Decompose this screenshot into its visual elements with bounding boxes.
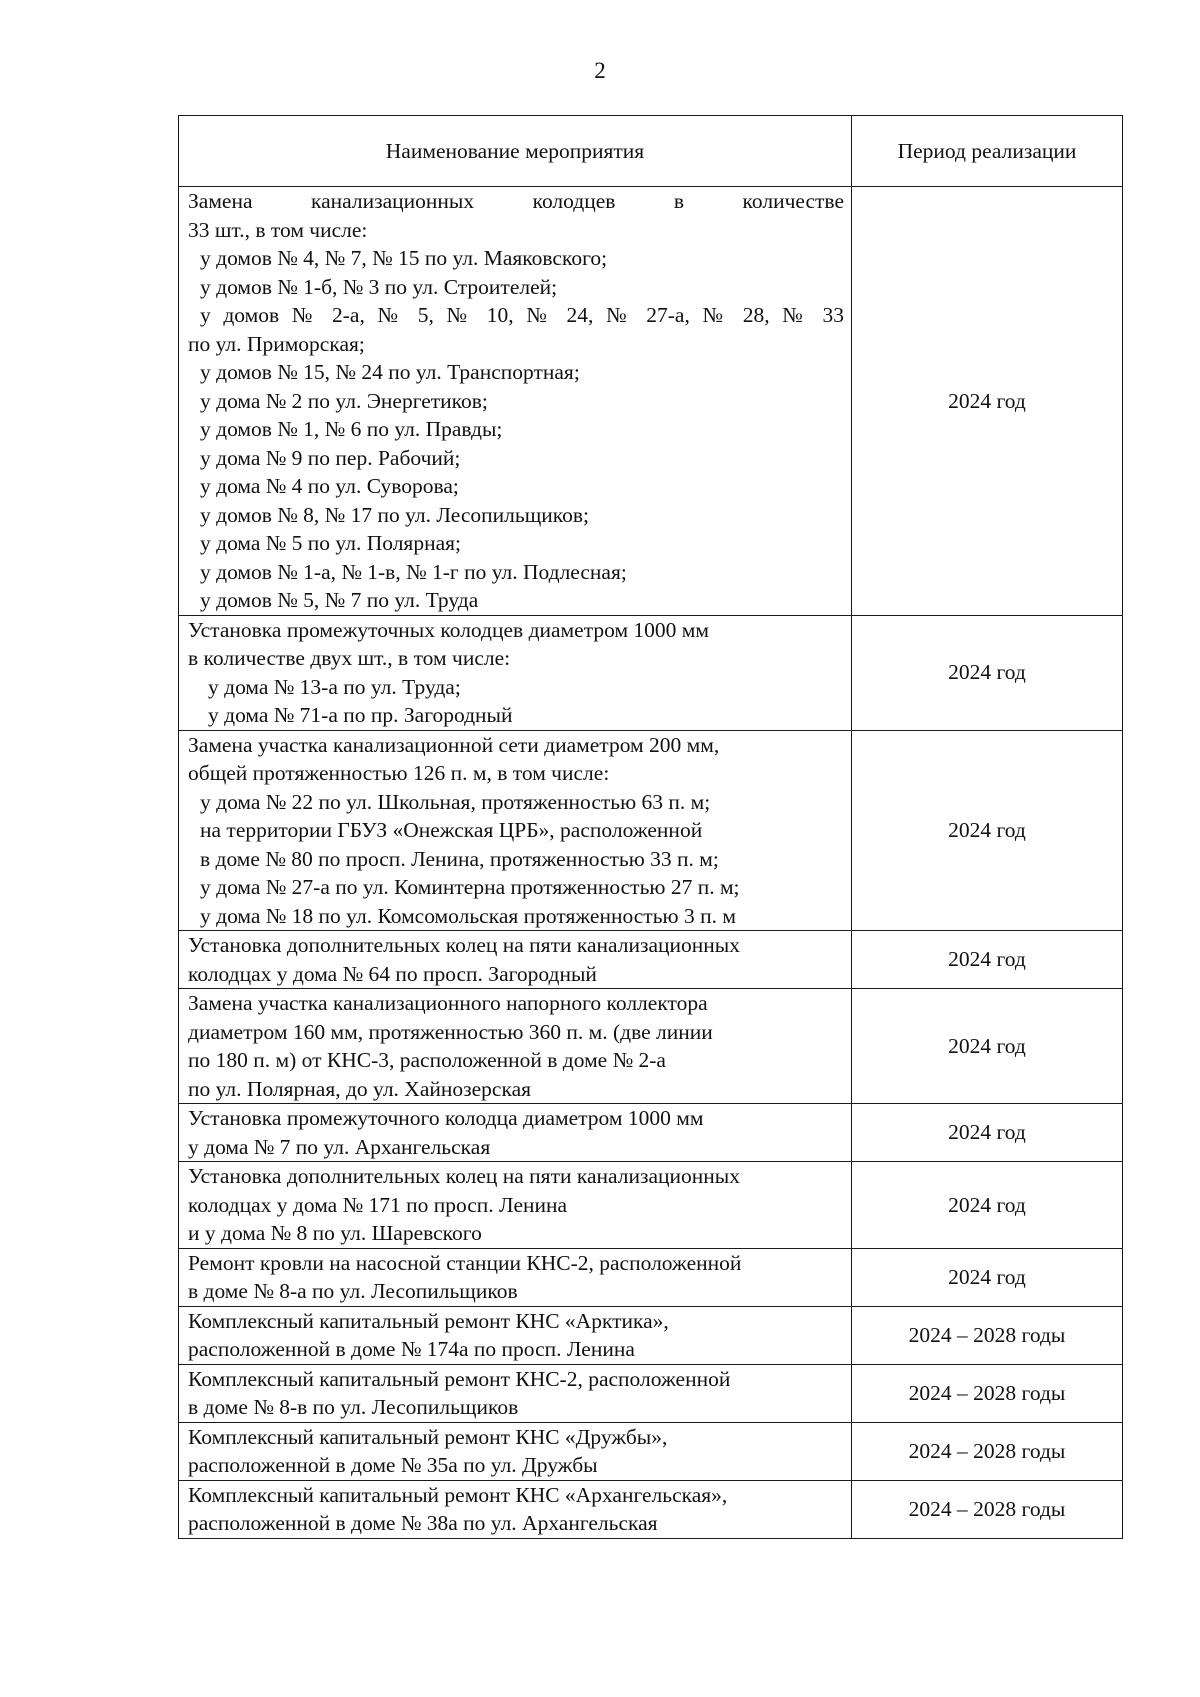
text-line: расположенной в доме № 174а по просп. Ленина [188,1337,635,1361]
table-row [179,1480,1123,1538]
text-line: у домов № 1-а, № 1-в, № 1-г по ул. Подлесная; [200,559,627,584]
table-row [179,989,1123,1104]
period-cell: 2024 год [852,1162,1123,1249]
table-row [179,1422,1123,1480]
text-line: у дома № 27-а по ул. Коминтерна протяженностью 27 п. м; [200,875,740,899]
text-line: Комплексный капитальный ремонт КНС «Архангельская», [188,1482,728,1507]
measure-name-cell [179,1306,852,1364]
text-line: в доме № 80 по просп. Ленина, протяженностью 33 п. м; [200,846,719,871]
text-line: в доме № 8-в по ул. Лесопильщиков [188,1395,519,1419]
period-cell: 2024 год [852,1104,1123,1162]
period-cell: 2024 – 2028 годы [852,1364,1123,1422]
text-line: колодцах у дома № 64 по просп. Загородный [188,961,597,986]
text-line: у дома № 18 по ул. Комсомольская протяженностью 3 п. м [200,903,736,928]
text-line: у дома № 71-а по пр. Загородный [208,703,513,727]
measure-name-cell [179,1480,852,1538]
measure-name-cell [179,989,852,1104]
period-cell: 2024 – 2028 годы [852,1306,1123,1364]
table-row [179,1104,1123,1162]
text-line: у домов № 2-а, № 5, № 10, № 24, № 27-а, № 28, № 33 [200,303,844,327]
measure-name-cell [179,1364,852,1422]
text-line: на территории ГБУЗ «Онежская ЦРБ», расположенной [200,818,703,842]
text-line: и у дома № 8 по ул. Шаревского [188,1221,482,1245]
text-line: колодцах у дома № 171 по просп. Ленина [188,1192,568,1217]
text-line: расположенной в доме № 38а по ул. Архангельская [188,1511,658,1535]
measure-name-cell [179,1162,852,1249]
text-line: у дома № 7 по ул. Архангельская [188,1134,491,1159]
text-line: у дома № 2 по ул. Энергетиков; [200,388,488,413]
period-cell: 2024 год [852,730,1123,931]
text-line: у домов № 1, № 6 по ул. Правды; [200,417,503,441]
text-line: 33 шт., в том числе: [188,217,368,242]
period-cell: 2024 год [852,1248,1123,1306]
period-cell: 2024 год [852,989,1123,1104]
text-line: диаметром 160 мм, протяженностью 360 п. м. (две линии [188,1019,713,1044]
measures-table [178,115,1123,1539]
text-line: в доме № 8-а по ул. Лесопильщиков [188,1279,518,1303]
measure-name-cell [179,1422,852,1480]
period-cell: 2024 год [852,931,1123,989]
text-line: Комплексный капитальный ремонт КНС «Арктика», [188,1308,669,1333]
text-line: расположенной в доме № 35а по ул. Дружбы [188,1453,598,1477]
measure-name-cell [179,187,852,616]
table-row [179,187,1123,616]
table-row [179,1248,1123,1306]
text-line: по ул. Приморская; [188,331,365,356]
period-cell: 2024 год [852,615,1123,730]
text-line: у домов № 1-б, № 3 по ул. Строителей; [200,274,558,299]
text-line: у домов № 8, № 17 по ул. Лесопильщиков; [200,502,589,527]
table-row [179,931,1123,989]
text-line: Установка дополнительных колец на пяти канализационных [188,1164,740,1188]
text-line: Замена участка канализационной сети диаметром 200 мм, [188,732,720,757]
table-header-row [179,116,1123,187]
text-line: у дома № 4 по ул. Суворова; [200,474,459,498]
table-row [179,615,1123,730]
text-line: у домов № 4, № 7, № 15 по ул. Маяковского; [200,246,608,270]
text-line: у дома № 5 по ул. Полярная; [200,531,461,555]
header-period: Период реализации [852,116,1123,187]
period-cell: 2024 год [852,187,1123,616]
table-row [179,1306,1123,1364]
table-row [179,1364,1123,1422]
text-line: Установка промежуточных колодцев диаметром 1000 мм [188,617,710,642]
text-line: по 180 п. м) от КНС-3, расположенной в доме № 2-а [188,1048,666,1072]
period-cell: 2024 – 2028 годы [852,1422,1123,1480]
text-line: Установка промежуточного колодца диаметром 1000 мм [188,1106,704,1130]
text-line: Комплексный капитальный ремонт КНС «Дружбы», [188,1424,668,1449]
measure-name-cell [179,730,852,931]
measure-name-cell [179,931,852,989]
text-line: у домов № 15, № 24 по ул. Транспортная; [200,360,580,384]
text-line: у дома № 22 по ул. Школьная, протяженностью 63 п. м; [200,789,711,814]
period-cell: 2024 – 2028 годы [852,1480,1123,1538]
measure-name-cell [179,615,852,730]
text-line: Установка дополнительных колец на пяти канализационных [188,933,740,957]
text-line: Замена участка канализационного напорного коллектора [188,991,708,1015]
measure-name-cell [179,1248,852,1306]
table-row [179,1162,1123,1249]
text-line: у домов № 5, № 7 по ул. Труда [200,588,479,612]
text-line: Ремонт кровли на насосной станции КНС-2, расположенной [188,1250,742,1275]
measure-name-cell [179,1104,852,1162]
text-line: у дома № 9 по пер. Рабочий; [200,445,461,470]
text-line: Комплексный капитальный ремонт КНС-2, расположенной [188,1366,731,1391]
text-line: Замена канализационных колодцев в количестве [188,189,844,213]
text-line: общей протяженностью 126 п. м, в том числе: [188,761,610,785]
page-number: 2 [594,58,606,83]
table-row [179,730,1123,931]
text-line: по ул. Полярная, до ул. Хайнозерская [188,1076,532,1101]
text-line: у дома № 13-а по ул. Труда; [208,674,461,699]
text-line: в количестве двух шт., в том числе: [188,646,511,670]
header-measure-name: Наименование мероприятия [179,116,852,187]
